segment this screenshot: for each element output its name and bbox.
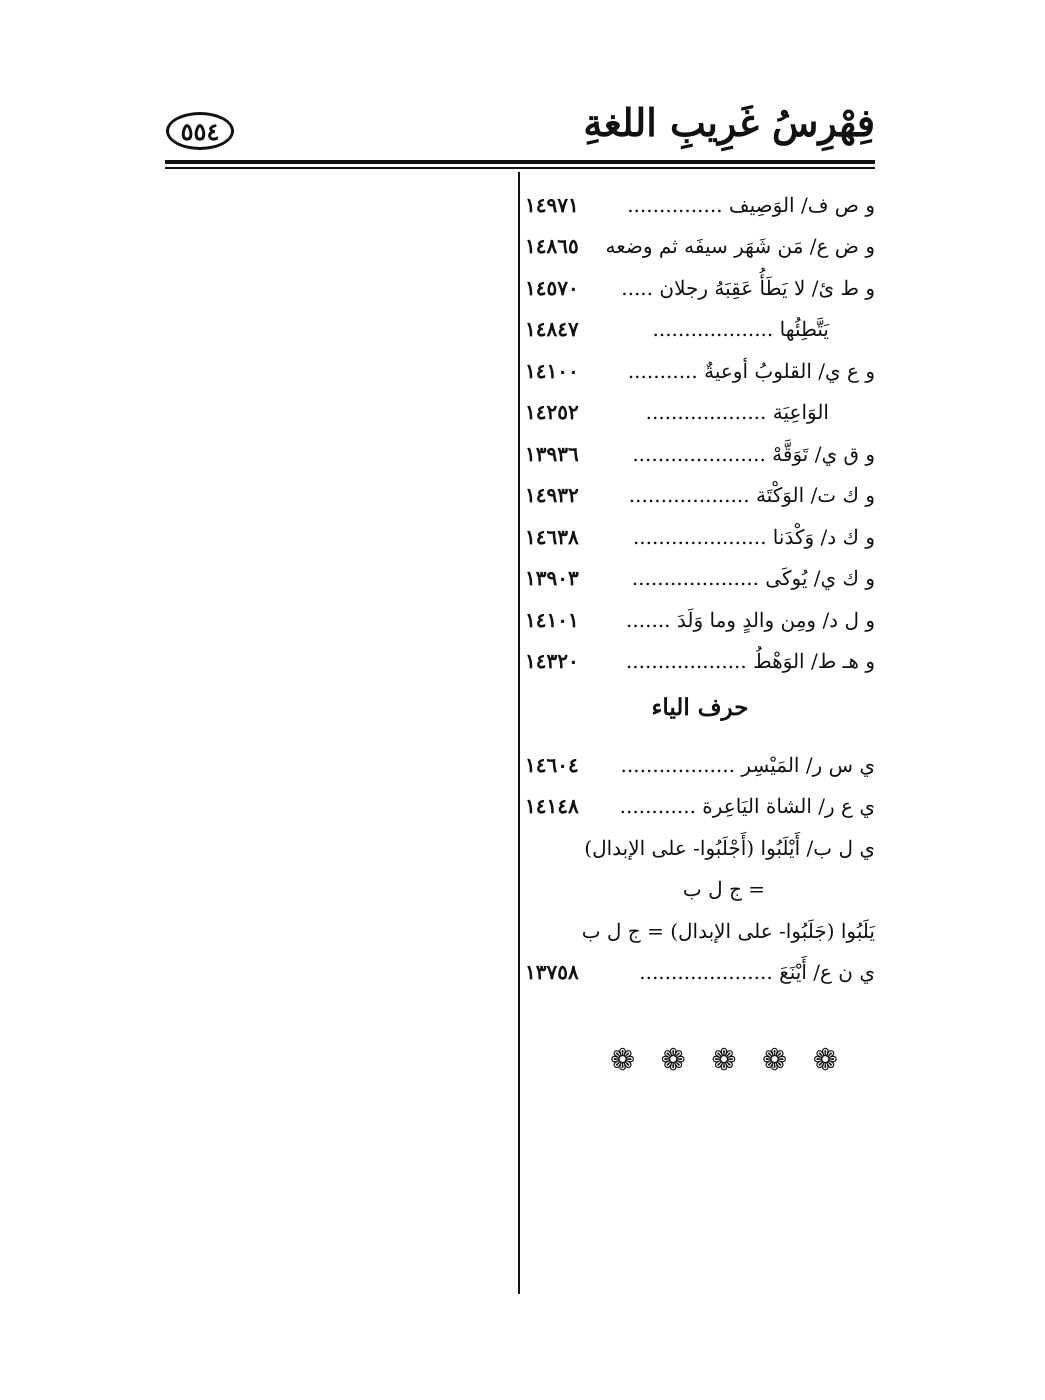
index-entry	[525, 516, 875, 558]
section-gap	[525, 732, 875, 744]
index-entry	[525, 267, 875, 309]
ornament-row: ❁ ❁ ❁ ❁ ❁	[610, 1043, 846, 1078]
header-rule-thick	[165, 160, 875, 164]
index-entry	[525, 641, 875, 683]
entry-number: ١٤٩٣٢	[525, 483, 579, 508]
index-entry	[525, 392, 875, 434]
index-entry	[525, 744, 875, 786]
entry-number: ١٤٥٧٠	[525, 275, 579, 300]
entry-label: ي س ر/ المَيْسِر ..................	[620, 752, 875, 777]
entry-label: ي ع ر/ الشاة اليَاعِرة ............	[619, 794, 875, 819]
index-entry	[525, 558, 875, 600]
entry-label: و هـ ط/ الوَهْطُ ...................	[625, 649, 875, 674]
entry-label: يَلَبُوا (جَلَبُوا- على الإبدال) = ج ل ب	[581, 918, 875, 943]
index-entry	[525, 226, 875, 268]
entry-label: و ط ئ/ لا يَطَأُ عَقِبَهُ رجلان .....	[621, 275, 875, 300]
column-divider	[518, 172, 520, 1294]
index-entry	[525, 350, 875, 392]
entry-label: و ع ي/ القلوبُ أوعيةٌ ...........	[627, 358, 875, 383]
entry-number: ١٣٧٥٨	[525, 960, 579, 985]
entry-number: ١٤٨٦٥	[525, 234, 579, 259]
entry-label: ي ل ب/ أَيْلَبُوا (أَجْلَبُوا- على الإبدال)	[584, 835, 875, 860]
entry-number: ١٤٢٥٢	[525, 400, 579, 425]
entry-label: و ل د/ ومِن والدٍ وما وَلَدَ .......	[626, 607, 875, 632]
entry-label: و ص ف/ الوَصِيف ...............	[627, 192, 875, 217]
entry-number: ١٤٩٧١	[525, 192, 579, 217]
header-rule-thin	[165, 167, 875, 169]
entry-number: ١٤١٤٨	[525, 794, 579, 819]
entry-number: ١٤٦٣٨	[525, 524, 579, 549]
entry-label: يَتَّطِئُها ...................	[652, 317, 829, 342]
entry-number: ١٤١٠٠	[525, 358, 579, 383]
entry-label: و ك د/ وَكْدَنا .....................	[632, 524, 875, 549]
entry-label: و ق ي/ تَوَقَّهْ .....................	[632, 441, 875, 466]
index-entry	[525, 952, 875, 994]
index-entry	[525, 309, 875, 351]
index-entry	[525, 869, 875, 911]
entry-number: ١٣٩٣٦	[525, 441, 579, 466]
page-title: فِهْرِسُ غَرِيبِ اللغةِ	[583, 100, 875, 145]
index-column	[525, 184, 875, 993]
entry-label: و ك ت/ الوَكْتَة ...................	[628, 483, 875, 508]
entry-number: ١٣٩٠٣	[525, 566, 579, 591]
entry-number: ١٤١٠١	[525, 607, 579, 632]
entry-label: و ض ع/ مَن شَهَر سيفَه ثم وضعه	[605, 234, 875, 259]
index-entry	[525, 475, 875, 517]
entry-label: و ك ي/ يُوكَى ....................	[631, 566, 875, 591]
index-entry	[525, 827, 875, 869]
entry-label: الوَاعِيَة ...................	[645, 400, 829, 425]
section-heading: حرف الياء	[651, 693, 749, 721]
index-entry	[525, 184, 875, 226]
index-entry	[525, 786, 875, 828]
index-entry	[525, 433, 875, 475]
page-number-badge: ٥٥٤	[166, 112, 234, 150]
entry-number: ١٤٣٢٠	[525, 649, 579, 674]
entry-label: = ج ل ب	[682, 877, 765, 902]
index-entry	[525, 599, 875, 641]
entry-number: ١٤٨٤٧	[525, 317, 579, 342]
index-entry	[525, 910, 875, 952]
entry-label: ي ن ع/ أَيْنَعَ .....................	[639, 960, 875, 985]
entry-number: ١٤٦٠٤	[525, 752, 579, 777]
